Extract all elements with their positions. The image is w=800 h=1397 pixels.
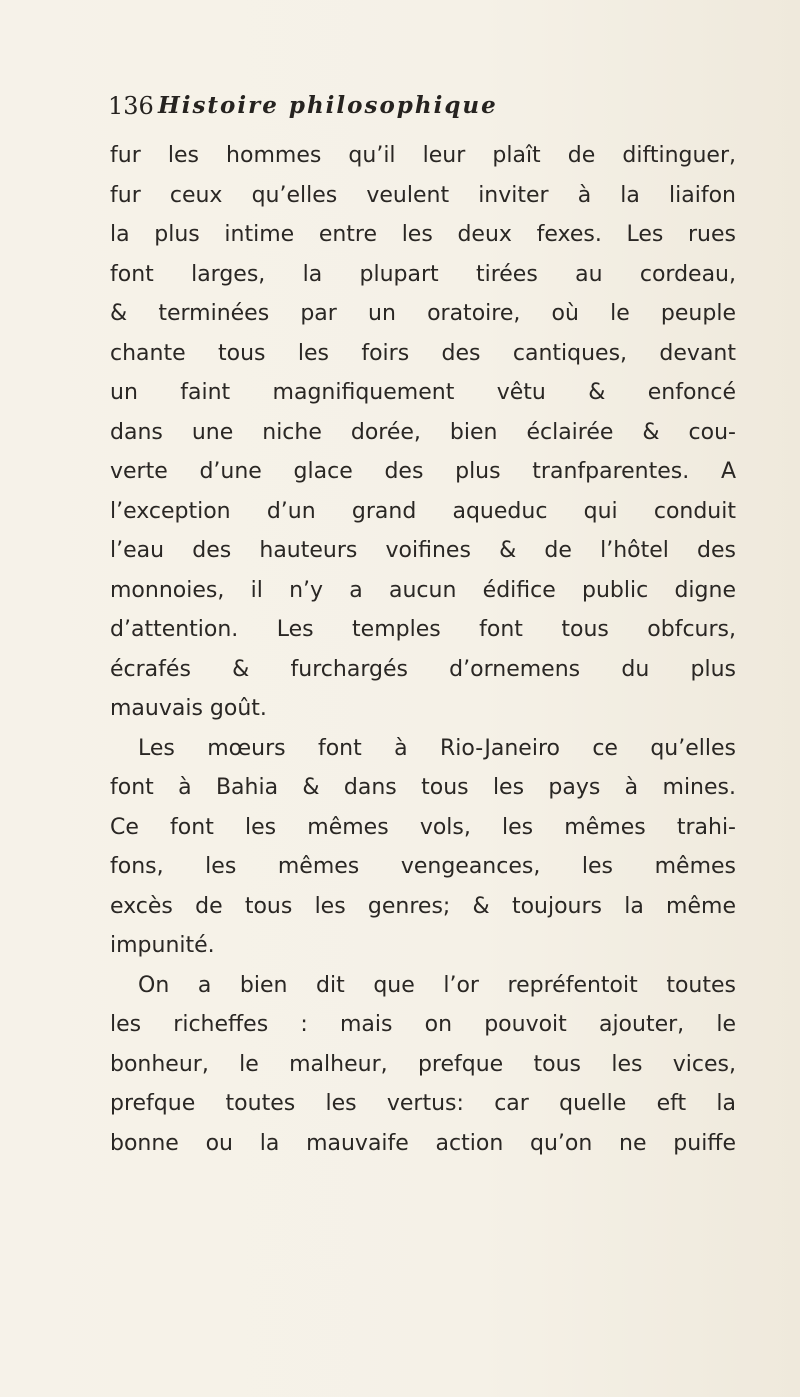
text-line: font à Bahia & dans tous les pays à mines.: [110, 775, 736, 800]
text-line: font larges, la plupart tirées au cordeau,: [110, 261, 736, 287]
text-line: l’eau des hauteurs voifines & de l’hôtel des: [110, 538, 736, 563]
text-line: écrafés & furchargés d’ornemens du plus: [110, 656, 736, 682]
body-text: [110, 136, 736, 1163]
text-line: Ce font les mêmes vols, les mêmes trahi-: [110, 814, 736, 840]
paragraph-first-line: Les mœurs font à Rio-Janeiro ce qu’elles: [138, 735, 736, 761]
text-line: les richeffes : mais on pouvoit ajouter, le: [110, 1012, 736, 1037]
text-line: fons, les mêmes vengeances, les mêmes: [110, 854, 736, 879]
text-line: un faint magnifiquement vêtu & enfoncé: [110, 380, 736, 405]
text-line: la plus intime entre les deux fexes. Les rues: [110, 222, 736, 247]
text-line: bonheur, le malheur, prefque tous les vices,: [110, 1051, 736, 1077]
text-line: prefque toutes les vertus: car quelle eft la: [110, 1091, 736, 1116]
text-line: fur les hommes qu’il leur plaît de diftinguer,: [110, 143, 736, 168]
text-line: monnoies, il n’y a aucun édifice public digne: [110, 577, 736, 603]
text-line: bonne ou la mauvaife action qu’on ne puiffe: [110, 1130, 736, 1156]
running-head: Histoire philosophique: [158, 92, 498, 119]
text-line: d’attention. Les temples font tous obfcurs,: [110, 617, 736, 642]
text-line: verte d’une glace des plus tranfparentes. A: [110, 459, 736, 484]
text-line: chante tous les foirs des cantiques, devant: [110, 340, 736, 366]
text-line: l’exception d’un grand aqueduc qui conduit: [110, 498, 736, 524]
text-line: dans une niche dorée, bien éclairée & cou-: [110, 419, 736, 445]
text-line: fur ceux qu’elles veulent inviter à la liaifon: [110, 182, 736, 208]
text-line: excès de tous les genres; & toujours la même: [110, 893, 736, 919]
page-number: 136: [108, 92, 154, 120]
text-line: mauvais goût.: [110, 696, 267, 721]
text-line: & terminées par un oratoire, où le peuple: [110, 301, 736, 326]
text-line: impunité.: [110, 933, 215, 958]
page-header: [108, 88, 728, 128]
paragraph-first-line: On a bien dit que l’or repréfentoit toutes: [138, 972, 736, 998]
